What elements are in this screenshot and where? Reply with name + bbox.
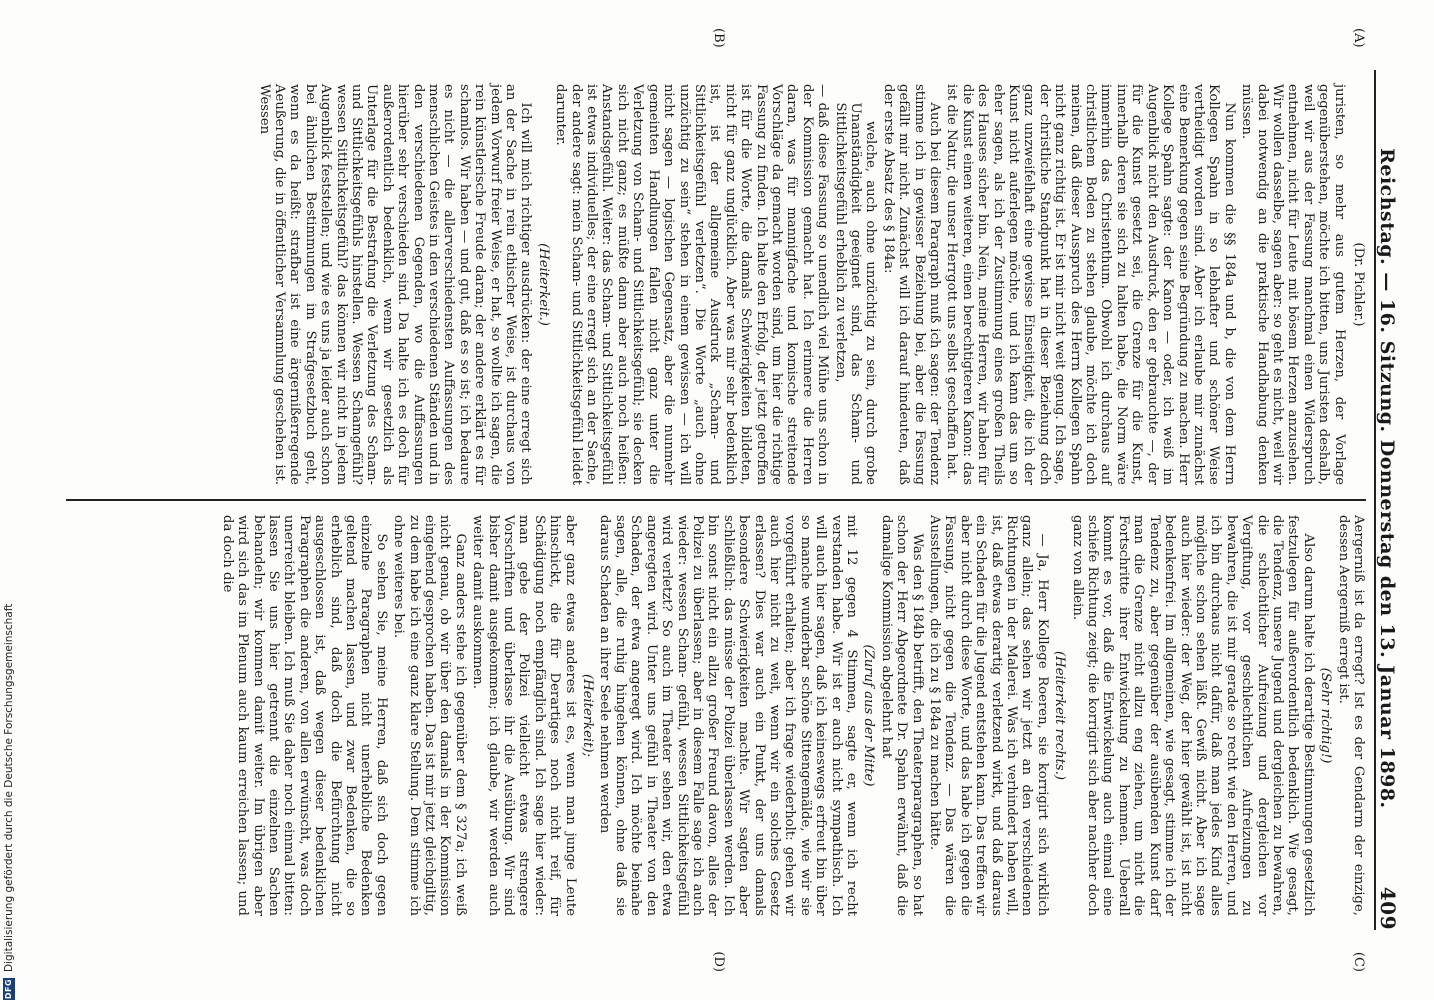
margin-marker-b: (B)	[711, 28, 726, 48]
paragraph: juristen, so mehr aus gutem Herzen, der Vorlage gegenüberstehen, möchte ich bitten, uns Juristen deshalb, weil wir aus der Fassung manchmal einen Widerspruch entnehmen, nicht für Leute mit bösem Herzen anzusehen. Wir wollen dasselbe, sagen aber: so geht es nicht, weil wir dabei notwendig an die praktische Handhabung denken müssen.	[1239, 84, 1347, 485]
left-column	[66, 28, 1366, 499]
paragraph: Aergerniß ist da erregt? Ist es der Gendarm der einzige, dessen Aergerniß erregt ist.	[1335, 515, 1366, 916]
margin-marker-a: (A)	[1351, 28, 1366, 48]
paragraph: — Ja, Herr Kollege Roeren, sie korrigirt sich wirklich ganz allein; das sehen wir jetzt an den verschiedenen Richtungen in der Malerei. Was ich verhindert haben will, ist, daß etwas derartig verletzend wirkt, und daß daraus ein Schaden für die Jugend entstehen kann. Das treffen wir aber nicht durch diese Worte, und das habe ich gegen die Fassung, nicht gegen die Tendenz. — Das wären die Ausstellungen, die ich zu § 184a zu machen hätte.	[927, 515, 1050, 916]
margin-marker-c: (C)	[1351, 951, 1366, 972]
paragraph: Ich will mich richtiger ausdrücken: der eine erregt sich an der Sache in rein ethischer Weise, ist durchaus von jedem Vorwurf freier Weise, er hat, so wollte ich sagen, die rein künstlerische Freude daran; der andere erklärt es für schamlos. Wir haben — und gut, daß es so ist; ich bedaure es nicht — die allerverschiedensten Auffassungen des menschlichen Geistes in den verschiedenen Ständen und in den verschiedenen Gegenden, wo die Auffassungen hierüber sehr verschieden sind. Da halte ich es doch für außerordentlich bedenklich, wenn wir gesetzlich als Unterlage für die Bestrafung die Verletzung des Scham- und Sittlichkeitsgefühls hinstellen. Wessen Schamgefühl? wessen Sittlichkeitsgefühl? das können wir nicht in jedem Augenblick feststellen; und wie es uns ja leider auch schon bei ähnlichen Bestimmungen im Strafgesetzbuch geht, wenn es da heißt: strafbar ist eine ärgernißerregende Aeußerung, die in öffentlicher Versammlung geschehen ist. Wessen	[256, 84, 534, 485]
footer-text: Digitalisierung gefördert durch die Deutsche Forschungsgemeinschaft	[3, 603, 15, 972]
page-header	[1374, 70, 1410, 930]
paragraph: — daß diese Fassung so unendlich viel Mühe uns schon in der Kommission gemacht hat. Ich erinnere die Herren daran, was für mannigfache und komische streitende Vorschläge da gemacht worden sind, um hier die richtige Fassung zu finden. Ich halte den Erfolg, der jetzt getroffen ist für die Worte, die damals Schwierigkeiten bildeten, nicht für ganz unglücklich. Aber was mir sehr bedenklich ist, ist der allgemeine Ausdruck „Scham- und Sittlichkeitsgefühl verletzen“. Die Worte „auch ohne unzüchtig zu sein“ stehen in einem gewissen — ich will nicht sagen — logischen Gegensatz, aber die nunmehr gemeinten Handlungen fallen nicht ganz unter die Verletzung von Scham- und Sittlichkeitsgefühl; sie decken sich nicht ganz; es müßte dann aber auch noch heißen: Anstandsgefühl. Weiter: das Scham- und Sittlichkeitsgefühl ist etwas individuelles; der eine erregt sich an der Sache, der andere sagt: mein Scham- und Sittlichkeitsgefühl leidet darunter.	[553, 84, 831, 485]
interjection: (Zuruf aus der Mitte)	[861, 644, 877, 787]
paragraph: Also darum halte ich derartige Bestimmungen gesetzlich festzulegen für außerordentlich bedenklich. Wie gesagt, die Tendenz, unsere Jugend und dergleichen zu bewahren, die schlechtlicher Aufreizung und dergleichen vor Vergiftung, vor geschlechtlichen Aufreizungen zu bewahren, die ist mir gerade so recht wie den Herren, und ich bin durchaus nicht dafür, daß man jedes Kind alles mögliche schon sehen läßt. Gewiß nicht. Aber ich sage auch hier wieder: der Weg, der hier gewählt ist, ist nicht bedenkenfrei. Im allgemeinen, wie gesagt, stimme ich der Tendenz zu, aber gegenüber der ausübenden Kunst darf man die Grenze nicht allzu eng ziehen, um nicht die Fortschritte ihrer Entwickelung zu hemmen. Ueberall kommt es vor, daß die Entwickelung auch einmal eine schiefe Richtung zeigt; die korrigirt sich aber nachher doch ganz von allein.	[1069, 515, 1316, 916]
dfg-logo: DFG	[4, 978, 13, 1000]
paragraph: Auch bei diesem Paragraph muß ich sagen: der Tendenz stimme ich in gewisser Beziehung bei, aber die Fassung gefällt mir nicht. Zunächst will ich darauf hindeuten, daß der erste Absatz des § 184a:	[880, 84, 943, 485]
paragraph: Nun kommen die §§ 184a und b, die von dem Herrn Kollegen Spahn in so lebhafter und schöner Weise vertheidigt worden sind. Aber ich erlaube mir zunächst eine Bemerkung gegen seine Begründung zu machen. Herr Kollege Spahn sagte: der Kanon — oder, ich weiß im Augenblick nicht den Ausdruck, den er gebrauchte —, der für die Kunst gesetzt sei, die Grenze für die Kunst, innerhalb deren sie sich zu halten habe, die Norm wäre immerhin das Christenthum. Obwohl ich durchaus auf christlichem Boden zu stehen glaube, möchte ich doch meinen, daß dieser Ausspruch des Herrn Kollegen Spahn nicht ganz richtig ist. Er ist mir nicht weit genug. Ich sage, der christliche Standpunkt hat in dieser Beziehung doch ganz unzweifelhaft eine gewisse Einseitigkeit, die ich der Kunst nicht auferlegen möchte, und ich kann das um so eher sagen, als ich der Zustimmung eines großen Theils des Hauses sicher bin. Nein, meine Herren, wir haben für die Kunst einen weiteren, einen berechtigteren Kanon: das ist die Natur, die unser Herrgott uns selbst geschaffen hat.	[944, 84, 1237, 485]
interjection: (Heiterkeit.)	[535, 243, 551, 326]
paragraph: Was den § 184b betrifft, den Theaterparagraphen, so hat schon der Herr Abgeordnete Dr. Spahn erwähnt, daß die damalige Kommission abgelehnt hat	[878, 515, 925, 916]
footer-credit	[2, 0, 16, 1000]
paragraph: mit 12 gegen 4 Stimmen, sagte er, wenn ich recht verstanden habe. Wir ist er auch nicht sympathisch. Ich will auch hier sagen, daß ich keineswegs erfreut bin über so manche wunderbar schöne Sittengemälde, wie wir sie vorgeführt erhalten; aber ich frage wiederholt: gehen wir auch hier nicht zu weit, wenn wir ein solches Gesetz erlassen? Dies war auch ein Punkt, der uns damals besondere Schwierigkeiten machte. Wir sagten aber schließlich: das müsse der Polizei überlassen werden. Ich bin sonst nicht ein allzu großer Freund davon, alles der Polizei zu überlassen; aber in diesem Falle sage ich auch wieder: wessen Scham- gefühl, wessen Sittlichkeitsgefühl wird verletzt? So auch im Theater sehen wir, den etwa angeregten wird. Unter uns gefühl in Theater von den Schaden, der etwa angeregt wird. Ich möchte beinahe sagen, alle, die ruhig hingehen können, ohne daß sie daraus Schaden an ihrer Seele nehmen werden	[597, 515, 859, 916]
paragraph: aber ganz etwas anderes ist es, wenn man junge Leute hinschickt, die für Derartiges noch nicht reif, für Schädigung noch empfänglich sind. Ich sage hier wieder: man gebe der Polizei vielleicht etwas strengere Vorschriften und überlasse ihr die Ausübung. Wir sind bisher damit ausgekommen; ich glaube, wir werden auch weiter damit auskommen.	[470, 515, 578, 916]
paragraph: So sehen Sie, meine Herren, daß sich doch gegen einzelne Paragraphen nicht unerhebliche Bedenken geltend machen lassen, und zwar Bedenken, die so erheblich sind, daß doch die Befürchtung nicht ausgeschlossen ist, daß wegen dieser bedenklichen Paragraphen die anderen, von allen erwünscht, was doch unerreicht bleiben. Ich muß Sie daher noch einmal bitten: lassen Sie uns hier getrennt die einzelnen Sachen behandeln; wir kommen damit weiter. Im übrigen aber wird sich das im Plenum auch kaum erreichen lassen; und da doch die	[219, 515, 389, 916]
speaker-name: (Dr. Pichler.)	[1351, 242, 1366, 327]
paragraph: Ganz anders stehe ich gegenüber dem § 327a; ich weiß nicht genau, ob wir über den damals in der Kommission eingehend gesprochen haben. Das ist mir jetzt gleichgiltig, zu dem habe ich eine ganz klare Stellung. Dem stimme ich ohne weiteres bei.	[391, 515, 468, 916]
interjection: (Heiterkeit);	[580, 674, 596, 757]
page-number: 409	[1376, 886, 1400, 930]
text-columns	[66, 28, 1366, 972]
interjection: (Heiterkeit rechts.)	[1052, 651, 1068, 780]
interjection: (Sehr richtig!)	[1318, 667, 1334, 764]
page-title: Reichstag. — 16. Sitzung. Donnerstag den 13. Januar 1898.	[1376, 148, 1398, 809]
right-column	[66, 501, 1366, 972]
quoted-text: welche, auch ohne unzüchtig zu sein, durch grobe Unanständigkeit geeignet sind, das Scham- und Sittlichkeitsgefühl erheblich zu verletzen,	[832, 102, 879, 485]
margin-marker-d: (D)	[711, 951, 726, 972]
